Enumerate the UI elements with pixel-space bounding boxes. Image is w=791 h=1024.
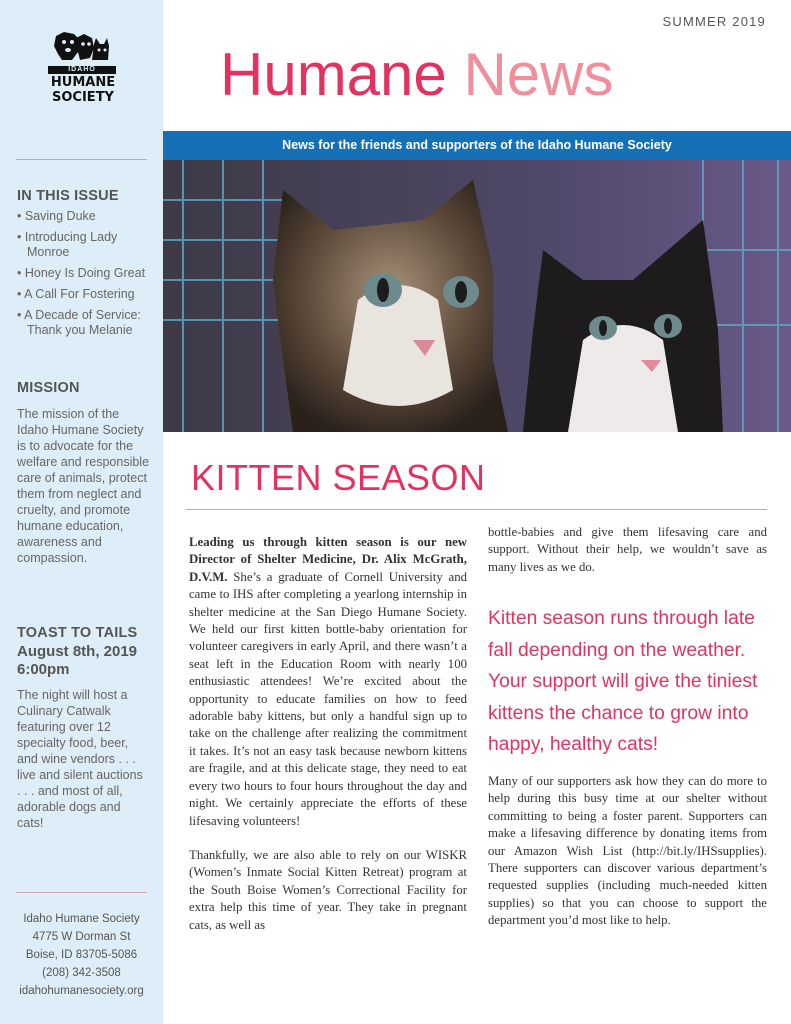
sidebar-divider-top: [16, 159, 147, 160]
article-paragraph-1-body: She’s a graduate of Cornell University and came to IHS after completing a yearlong internship in shelter medicine at the San Diego Humane Society. We held our first kitten bottle-baby orientation for volunteer caregivers in early April, and there wasn’t a seat left in the Education Room with nearly 100 enthusiastic attendees! We’re excited about the opportunity to educate families on how to feed adorable baby kittens, but only a handful sign up to take on the challenge after realizing the commitment it takes. It’s not an easy task because newborn kittens are fragile, and at this delicate stage, they need to eat every two hours to four hours throughout the day and night. We certainly appreciate the efforts of these lifesaving volunteers!: [189, 569, 467, 828]
toc-item: • A Decade of Service: Thank you Melanie: [17, 308, 157, 338]
kittens-illustration: [163, 160, 791, 432]
headline-divider: [186, 509, 767, 510]
idaho-humane-society-logo: [44, 30, 122, 116]
in-this-issue-heading: IN THIS ISSUE: [17, 188, 119, 204]
address-org: Idaho Humane Society: [23, 913, 140, 925]
toc-item: • A Call For Fostering: [17, 287, 157, 302]
masthead-news: News: [463, 41, 614, 108]
event-heading: TOAST TO TAILS: [17, 625, 138, 641]
toc-item: • Saving Duke: [17, 209, 157, 224]
event-date: August 8th, 2019: [17, 643, 138, 660]
in-this-issue-list: [17, 209, 157, 344]
address-website: idahohumanesociety.org: [19, 985, 144, 997]
masthead-title: [220, 40, 614, 110]
address-street: 4775 W Dorman St: [32, 931, 131, 943]
sidebar-divider-bottom: [16, 892, 147, 893]
pull-quote: Kitten season runs through late fall depending on the weather. Your support will give the tiniest kittens the chance to grow into happy, healthy cats!: [488, 608, 758, 755]
tagline-banner: News for the friends and supporters of the Idaho Humane Society: [163, 131, 791, 160]
masthead-humane: Humane: [220, 41, 447, 108]
event-description: The night will host a Culinary Catwalk featuring over 12 specialty food, beer, and wine vendors . . . live and silent auctions . . . and most of all, adorable dogs and cats!: [17, 688, 143, 830]
toc-item: • Honey Is Doing Great: [17, 266, 157, 281]
dog-and-cat-silhouette-icon: [50, 30, 110, 62]
article-paragraph-2: Thankfully, we are also able to rely on our WISKR (Women’s Inmate Social Kitten Retreat) program at the South Boise Women’s Correctional Facility for extra help this time of year. They take in pregnant cats, as well as: [189, 847, 467, 932]
article-paragraph-3: Many of our supporters ask how they can do more to help during this busy time at our shelter without committing to being a foster parent. Supporters can make a lifesaving difference by donating items from our Amazon Wish List (http://bit.ly/IHSsupplies). There supporters can discover various department’s requested supplies (including much-needed kitten supplies) so that you can choose to support the department you’d most like to help.: [488, 774, 767, 928]
article-headline: KITTEN SEASON: [191, 457, 486, 498]
logo-small-text: IDAHO: [48, 66, 116, 74]
article-column-1: [189, 534, 467, 951]
address-city: Boise, ID 83705-5086: [25, 949, 138, 961]
address-phone: (208) 342-3508: [42, 967, 121, 979]
address-block: [0, 910, 163, 1000]
event-time: 6:00pm: [17, 661, 70, 678]
mission-heading: MISSION: [17, 380, 80, 396]
logo-line-2: SOCIETY: [52, 90, 114, 105]
kittens-photo: [163, 160, 791, 432]
logo-line-1: HUMANE: [50, 75, 116, 90]
article-paragraph-1: [189, 534, 467, 830]
article-paragraph-2-continued: bottle-babies and give them lifesaving care and support. Without their help, we wouldn’t save as many lives as we do.: [488, 525, 767, 574]
mission-text: The mission of the Idaho Humane Society is to advocate for the welfare and responsible care of animals, protect them from neglect and cruelty, and promote humane education, awareness and compassion.: [17, 407, 150, 565]
toc-item: • Introducing Lady Monroe: [17, 230, 157, 260]
sidebar: [0, 0, 163, 1024]
issue-season: SUMMER 2019: [662, 14, 766, 29]
article-lead: Leading us through kitten season is our new Director of Shelter Medicine, Dr. Alix McGrath, D.V.M.: [189, 535, 467, 584]
